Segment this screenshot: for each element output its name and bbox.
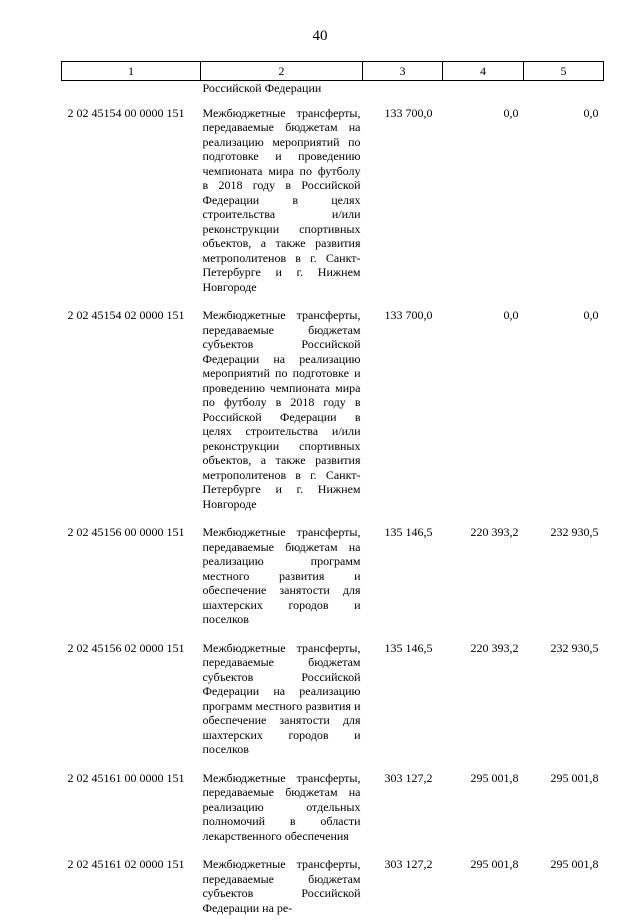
- row-code: 2 02 45161 00 0000 151: [67, 770, 185, 785]
- table-row: [62, 633, 604, 763]
- header-col-5: 5: [524, 62, 604, 81]
- row-code: 2 02 45156 00 0000 151: [67, 525, 185, 539]
- row-code: 2 02 45154 00 0000 151: [67, 105, 185, 120]
- table-row: [62, 849, 604, 921]
- row-col3-value: 303 127,2: [384, 857, 433, 871]
- row-code: 2 02 45154 02 0000 151: [67, 308, 185, 322]
- table-row: [62, 98, 604, 301]
- header-col-3: 3: [363, 62, 443, 81]
- row-col4-value: 220 393,2: [470, 640, 519, 655]
- row-col5-value: 295 001,8: [550, 770, 599, 785]
- row-col5-value: 232 930,5: [550, 525, 599, 539]
- row-col4-value: 0,0: [503, 308, 519, 322]
- row-col4-value: 0,0: [503, 105, 519, 120]
- row-description: Межбюджетные трансферты, передаваемые бюджетам на реализацию программ местного развития и обеспечение занятости для шахтерских городов и поселков: [202, 525, 361, 626]
- continuation-text: Российской Федерации: [202, 81, 322, 95]
- continuation-row: [62, 81, 604, 98]
- row-col5-value: 232 930,5: [550, 640, 599, 655]
- header-col-4: 4: [443, 62, 524, 81]
- row-col3-value: 135 146,5: [384, 640, 433, 655]
- row-description: Межбюджетные трансферты, передаваемые бюджетам субъектов Российской Федерации на реализацию мероприятий по подготовке и проведению чемпионата мира по футболу в 2018 году в Российской Федерации в целях строительства и/или реконструкции спортивных объектов, а также развития метрополитенов в г. Санкт-Петербурге и г. Нижнем Новгороде: [202, 308, 361, 511]
- row-description: Межбюджетные трансферты, передаваемые бюджетам субъектов Российской Федерации на реализацию программ местного развития и обеспечение занятости для шахтерских городов и поселков: [202, 640, 361, 756]
- header-col-2: 2: [201, 62, 363, 81]
- row-col5-value: 295 001,8: [550, 857, 599, 871]
- row-col5-value: 0,0: [583, 105, 599, 120]
- row-col3-value: 133 700,0: [384, 308, 433, 322]
- table-row: [62, 763, 604, 850]
- row-col3-value: 133 700,0: [384, 105, 433, 120]
- row-description: Межбюджетные трансферты, передаваемые бюджетам на реализацию отдельных полномочий в области лекарственного обеспечения: [202, 770, 361, 843]
- row-col5-value: 0,0: [583, 308, 599, 322]
- header-row: [62, 62, 604, 81]
- budget-table: [61, 61, 604, 921]
- page-number: 40: [312, 28, 328, 44]
- row-code: 2 02 45161 02 0000 151: [67, 857, 185, 871]
- header-col-1: 1: [62, 62, 201, 81]
- row-col4-value: 220 393,2: [470, 525, 519, 539]
- row-description: Межбюджетные трансферты, передаваемые бюджетам субъектов Российской Федерации на ре-: [202, 857, 361, 915]
- row-col4-value: 295 001,8: [470, 770, 519, 785]
- row-code: 2 02 45156 02 0000 151: [67, 640, 185, 655]
- row-col3-value: 303 127,2: [384, 770, 433, 785]
- table-row: [62, 517, 604, 633]
- row-description: Межбюджетные трансферты, передаваемые бюджетам на реализацию мероприятий по подготовке и проведению чемпионата мира по футболу в 2018 году в Российской Федерации в целях строительства и/или реконструкции спортивных объектов, а также развития метрополитенов в г. Санкт-Петербурге и г. Нижнем Новгороде: [202, 105, 361, 294]
- table-row: [62, 300, 604, 517]
- row-col4-value: 295 001,8: [470, 857, 519, 871]
- row-col3-value: 135 146,5: [384, 525, 433, 539]
